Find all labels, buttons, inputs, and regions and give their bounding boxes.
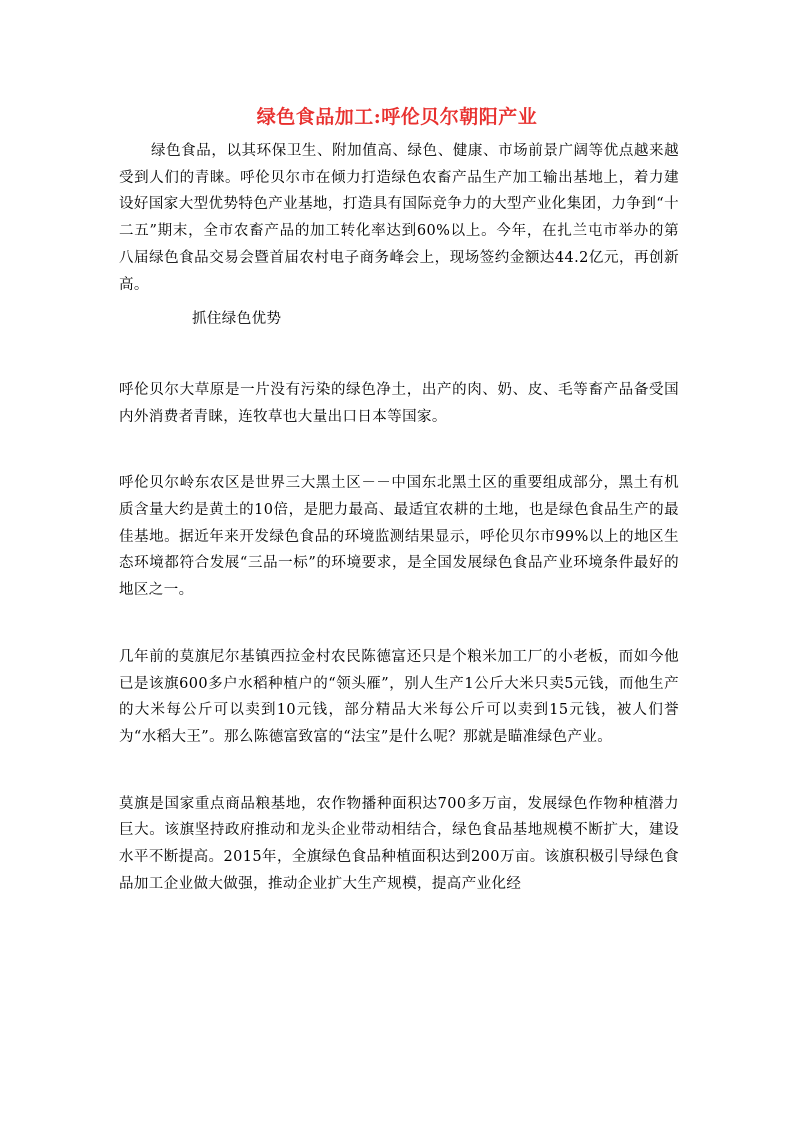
document-body (119, 138, 679, 897)
paragraph-black-soil: 呼伦贝尔岭东农区是世界三大黑土区－－中国东北黑土区的重要组成部分，黑土有机质含量大约是黄土的10倍，是肥力最高、最适宜农耕的土地，也是绿色食品生产的最佳基地。据近年来开发绿色食品的环境监测结果显示，呼伦贝尔市99%以上的地区生态环境都符合发展“三品一标”的环境要求，是全国发展绿色食品产业环境条件最好的地区之一。 (119, 475, 679, 599)
intro-paragraph: 绿色食品，以其环保卫生、附加值高、绿色、健康、市场前景广阔等优点越来越受到人们的青睐。呼伦贝尔市在倾力打造绿色农畜产品生产加工输出基地上，着力建设好国家大型优势特色产业基地，打造具有国际竞争力的大型产业化集团，力争到“十二五”期末，全市农畜产品的加工转化率达到60%以上。今年，在扎兰屯市举办的第八届绿色食品交易会暨首届农村电子商务峰会上，现场签约金额达44.2亿元，再创新高。 (119, 143, 679, 293)
section-subheading: 抓住绿色优势 (192, 311, 282, 328)
paragraph-moqi: 莫旗是国家重点商品粮基地，农作物播种面积达700多万亩，发展绿色作物种植潜力巨大。该旗坚持政府推动和龙头企业带动相结合，绿色食品基地规模不断扩大，建设水平不断提高。2015年，全旗绿色食品种植面积达到200万亩。该旗积极引导绿色食品加工企业做大做强，推动企业扩大生产规模，提高产业化经 (119, 795, 679, 892)
paragraph-rice-farmer: 几年前的莫旗尼尔基镇西拉金村农民陈德富还只是个粮米加工厂的小老板，而如今他已是该旗600多户水稻种植户的“领头雁”，别人生产1公斤大米只卖5元钱，而他生产的大米每公斤可以卖到10元钱，部分精品大米每公斤可以卖到15元钱，被人们誉为“水稻大王”。那么陈德富致富的“法宝”是什么呢？那就是瞄准绿色产业。 (119, 648, 679, 745)
paragraph-grassland: 呼伦贝尔大草原是一片没有污染的绿色净土，出产的肉、奶、皮、毛等畜产品备受国内外消费者青睐，连牧草也大量出口日本等国家。 (119, 381, 679, 425)
document-title: 绿色食品加工:呼伦贝尔朝阳产业 (256, 106, 538, 128)
